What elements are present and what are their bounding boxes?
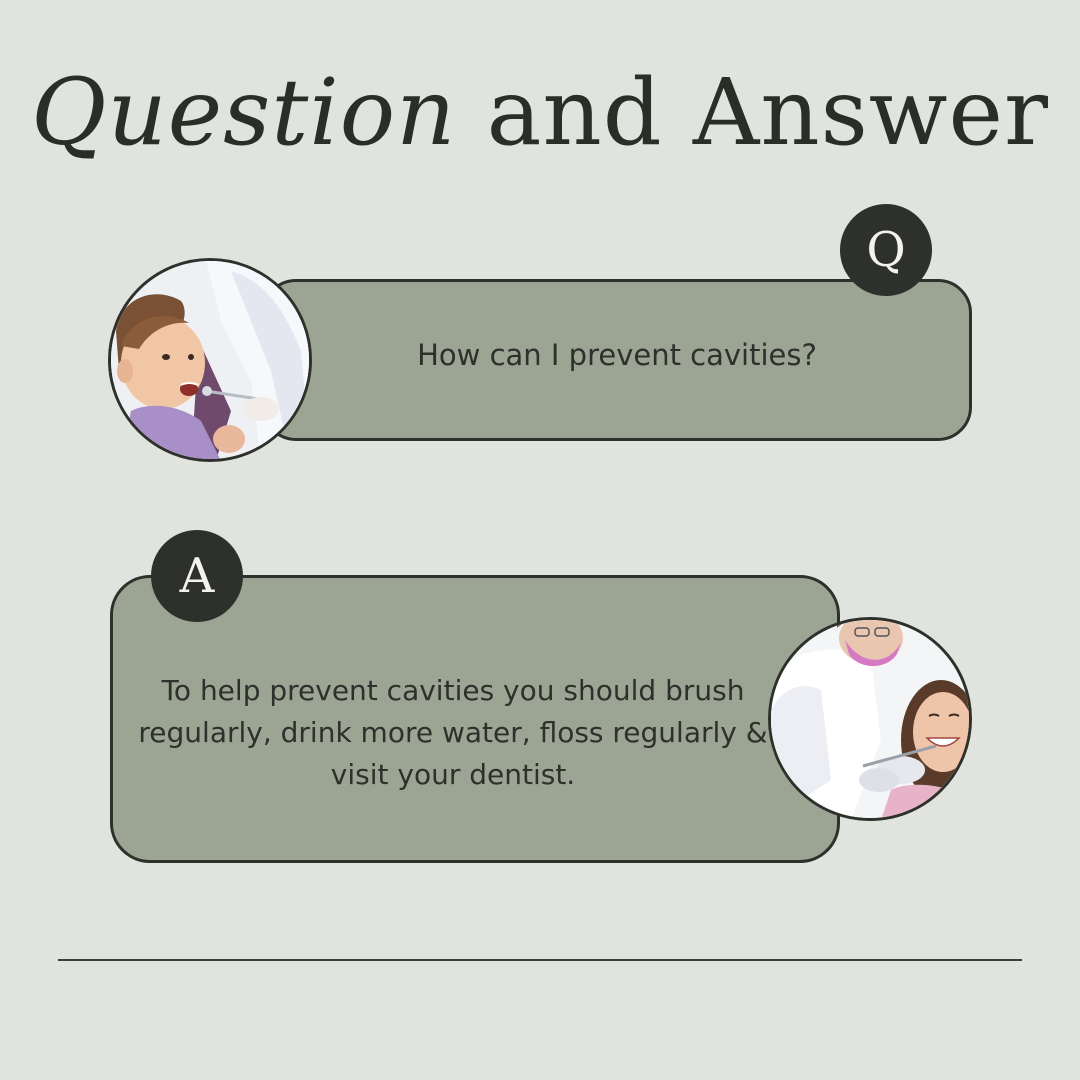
title-rest: and Answer — [456, 59, 1049, 166]
answer-badge: A — [151, 530, 243, 622]
answer-card — [110, 575, 840, 863]
question-card — [262, 279, 972, 441]
question-badge: Q — [840, 204, 932, 296]
child-dentist-illustration — [111, 261, 311, 461]
answer-text: To help prevent cavities you should brush regularly, drink more water, floss regularly & visit your dentist. — [138, 674, 768, 791]
page-title — [0, 59, 1080, 166]
question-text: How can I prevent cavities? — [417, 338, 817, 372]
divider-line — [58, 959, 1022, 961]
title-italic: Question — [31, 59, 457, 166]
child-dentist-photo — [108, 258, 312, 462]
woman-dentist-photo — [768, 617, 972, 821]
woman-dentist-illustration — [771, 620, 971, 820]
